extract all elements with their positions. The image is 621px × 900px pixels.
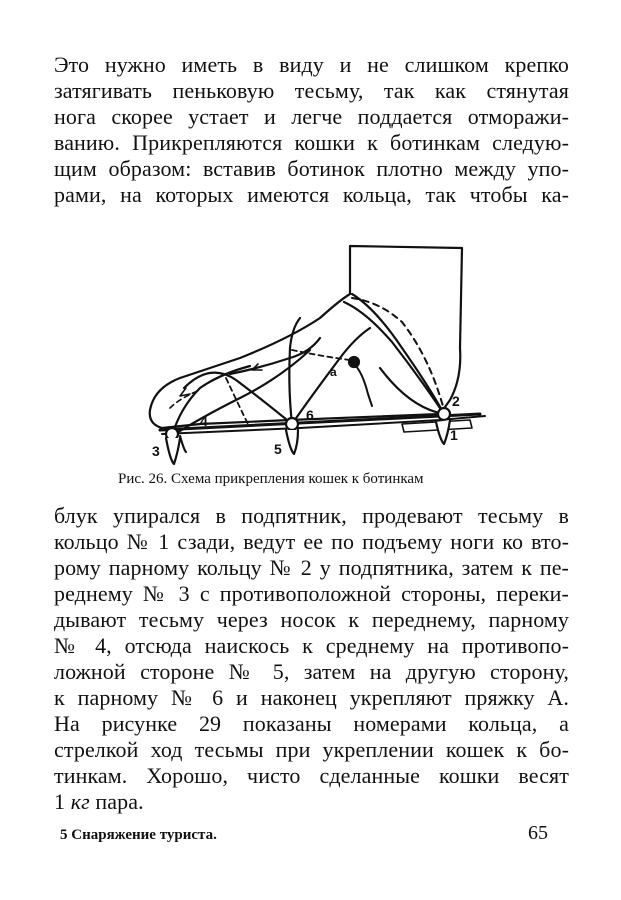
boot-outline (150, 246, 462, 428)
boot-crampon-diagram (140, 238, 500, 470)
weight-value: 1 (54, 789, 66, 814)
buckle (349, 357, 359, 367)
strap-2 (344, 302, 444, 414)
text-line-18 (54, 789, 569, 815)
arrow (180, 388, 190, 396)
text-line-15: На рисунке 29 показаны номерами кольца, а (54, 711, 569, 736)
text-line-6: рами, на которых имеются кольца, так чтобы ка- (54, 182, 569, 207)
chapter-footer: 5 Снаряжение туриста. (60, 827, 217, 843)
text-line-14: к парному № 6 и наконец укрепляют пряжку А. (54, 685, 569, 710)
dashed-strap-3 (226, 378, 248, 424)
page-number: 65 (528, 822, 548, 844)
text-line-2: затягивать пеньковую тесьму, так как стянутая (54, 78, 569, 103)
text-line-12: № 4, отсюда наискось к среднему на противопо- (54, 633, 569, 658)
label-5: 5 (274, 441, 282, 457)
spike-front (166, 438, 180, 464)
text-line-11: дывают тесьму через носок к переднему, парному (54, 607, 569, 632)
text-line-9: рому парному кольцу № 2 у подпятника, затем к пе- (54, 555, 569, 580)
text-line-5: щим образом: вставив ботинок плотно между упо- (54, 156, 569, 181)
text-line-8: кольцо № 1 сзади, ведут ее по подъему ноги ко вто- (54, 529, 569, 554)
text-line-17: тинкам. Хорошо, чисто сделанные кошки весят (54, 763, 569, 788)
strap-1 (352, 294, 444, 414)
strap-3 (380, 368, 444, 414)
spike-front-2 (180, 436, 186, 452)
text-line-10: реднему № 3 с противоположной стороны, переки- (54, 581, 569, 606)
text-line-1: Это нужно иметь в виду и не слишком крепко (54, 52, 569, 77)
text-line-16: стрелкой ход тесьмы при укреплении кошек к бо- (54, 737, 569, 762)
label-a: а (330, 365, 337, 379)
spike-heel (436, 420, 450, 444)
ring-1 (438, 408, 450, 420)
ring-5 (286, 418, 298, 430)
text-line-13: ложной стороне № 5, затем на другую сторону, (54, 659, 569, 684)
label-3: 3 (152, 443, 160, 459)
weight-unit: кг (70, 789, 90, 814)
spike-middle (286, 430, 298, 454)
weight-rest: пара. (95, 789, 144, 814)
text-line-4: ванию. Прикрепляются кошки к ботинкам следую- (54, 130, 569, 155)
figure-caption: Рис. 26. Схема прикрепления кошек к ботинкам (118, 471, 424, 487)
label-2: 2 (452, 393, 460, 409)
text-line-3: нога скорее устает и легче поддается отморажи- (54, 104, 569, 129)
label-6: 6 (306, 407, 314, 423)
label-1: 1 (450, 427, 458, 443)
text-line-7: блук упирался в подпятник, продевают тесьму в (54, 503, 569, 528)
label-4: 4 (200, 413, 208, 429)
buckle-strap (352, 362, 372, 406)
